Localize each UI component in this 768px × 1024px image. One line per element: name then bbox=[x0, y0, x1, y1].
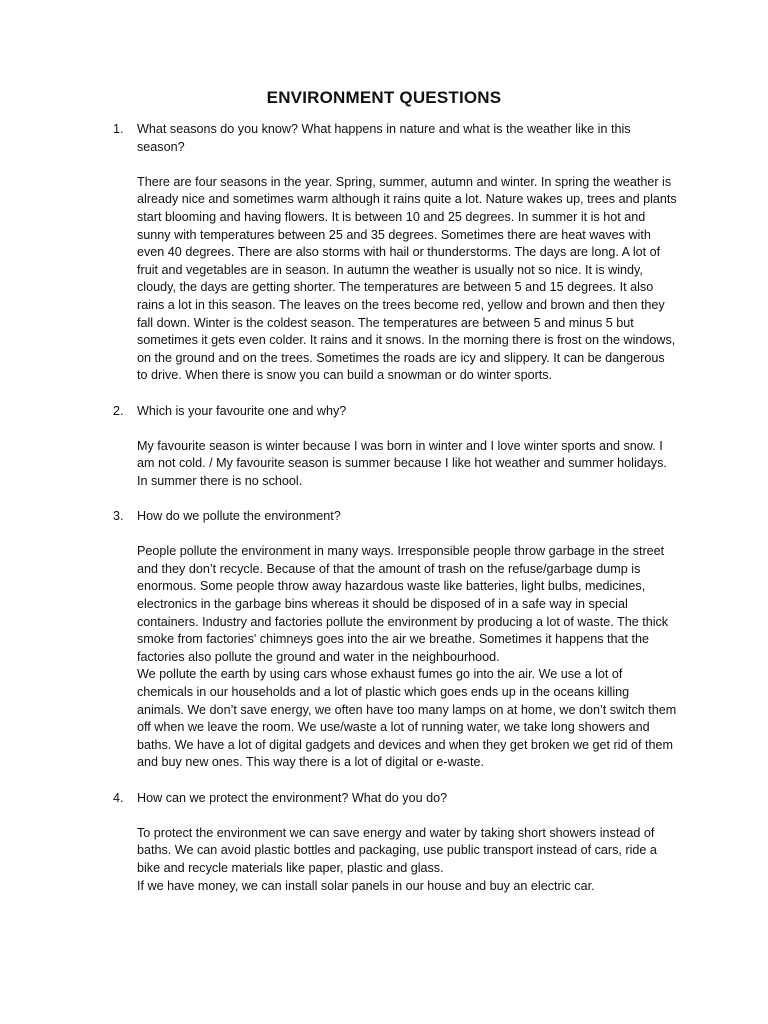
question-text: What seasons do you know? What happens in nature and what is the weather like in this season? bbox=[137, 122, 631, 154]
answer-paragraph: My favourite season is winter because I was born in winter and I love winter sports and snow. I am not cold. / My favourite season is summer because I like hot weather and summer holidays. In summer there is no school. bbox=[137, 438, 667, 488]
question-item bbox=[113, 121, 678, 156]
question-item bbox=[113, 508, 678, 526]
question-number: 3. bbox=[113, 509, 124, 524]
answer-paragraph: We pollute the earth by using cars whose exhaust fumes go into the air. We use a lot of chemicals in our households and a lot of plastic which goes ends up in the oceans killing animals. We don’t save energy, we often have too many lamps on at home, we don’t switch them off when we leave the room. We use/waste a lot of running water, we take long showers and baths. We have a lot of digital gadgets and devices and when they get broken we get rid of them and buy new ones. This way there is a lot of digital or e-waste. bbox=[137, 667, 677, 770]
answer-block bbox=[137, 174, 678, 385]
question-number: 2. bbox=[113, 403, 124, 418]
question-number: 4. bbox=[113, 790, 124, 805]
answer-paragraph: There are four seasons in the year. Spring, summer, autumn and winter. In spring the weather is already nice and sometimes warm although it rains quite a lot. Nature wakes up, trees and plants start blooming and having flowers. It is between 10 and 25 degrees. In summer it is hot and sunny with temperatures between 25 and 35 degrees. Sometimes there are heat waves with even 40 degrees. There are also storms with hail or thunderstorms. The days are long. A lot of fruit and vegetables are in season. In autumn the weather is usually not so nice. It is windy, cloudy, the days are getting shorter. The temperatures are between 5 and 15 degrees. It also rains a lot in this season. The leaves on the trees become red, yellow and brown and then they fall down. Winter is the coldest season. The temperatures are between 5 and minus 5 but sometimes it gets even colder. It rains and it snows. In the morning there is frost on the windows, on the ground and on the trees. Sometimes the roads are icy and slippery. It can be dangerous to drive. When there is snow you can build a snowman or do winter sports. bbox=[137, 174, 677, 383]
question-item bbox=[113, 790, 678, 808]
question-list bbox=[113, 121, 678, 913]
answer-block bbox=[137, 825, 678, 895]
question-text: Which is your favourite one and why? bbox=[137, 403, 347, 418]
question-text: How can we protect the environment? What do you do? bbox=[137, 790, 448, 805]
answer-block bbox=[137, 543, 678, 772]
answer-block bbox=[137, 438, 678, 491]
question-item bbox=[113, 403, 678, 421]
question-text: How do we pollute the environment? bbox=[137, 509, 341, 524]
answer-paragraph: If we have money, we can install solar panels in our house and buy an electric car. bbox=[137, 878, 595, 893]
document-title: ENVIRONMENT QUESTIONS bbox=[266, 88, 502, 107]
answer-paragraph: To protect the environment we can save energy and water by taking short showers instead of baths. We can avoid plastic bottles and packaging, use public transport instead of cars, ride a bike and recycle materials like paper, plastic and glass. bbox=[137, 825, 657, 875]
answer-paragraph: People pollute the environment in many ways. Irresponsible people throw garbage in the street and they don’t recycle. Because of that the amount of trash on the refuse/garbage dump is enormous. Some people throw away hazardous waste like batteries, light bulbs, medicines, electronics in the garbage bins whereas it should be disposed of in a safe way in special containers. Industry and factories pollute the environment by producing a lot of waste. The thick smoke from factories' chimneys goes into the air we breathe. Sometimes it happens that the factories also pollute the ground and water in the neighbourhood. bbox=[137, 544, 669, 664]
question-number: 1. bbox=[113, 122, 124, 136]
